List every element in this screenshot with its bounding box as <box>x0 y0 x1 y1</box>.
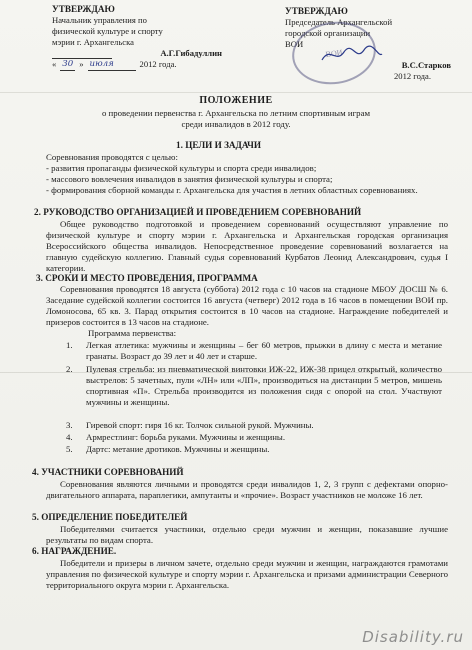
program-item-number: 2. <box>66 364 73 374</box>
section-heading-management: 2. РУКОВОДСТВО ОРГАНИЗАЦИЕЙ И ПРОВЕДЕНИЕМ СОРЕВНОВАНИЙ <box>34 207 362 217</box>
approval-line: мэрии г. Архангельска <box>52 37 134 47</box>
signature-line <box>52 48 222 59</box>
program-item-number: 1. <box>66 340 73 350</box>
section-heading-participants: 4. УЧАСТНИКИ СОРЕВНОВАНИЙ <box>32 467 184 477</box>
approval-line: физической культуре и спорту <box>52 26 163 36</box>
section-management-body: Общее руководство подготовкой и проведением соревнований осуществляют управление по физической культуре и спорту мэрии г. Архангельска и Архангельская городская организация Всероссийского общества инвалидов. Непосредственное проведение соревнований возлагается на главную судейскую коллегию. Главный судья соревнований Курбатов Леонид Александрович, судья I категории. <box>46 219 448 273</box>
approval-block-left <box>52 4 222 71</box>
approval-date: « 30 » июля 2012 года. <box>52 59 177 69</box>
section-awards-body: Победители и призеры в личном зачете, отдельно среди мужчин и женщин, награждаются грамотами управления по физической культуре и спорту мэрии г. Архангельска и призами администрации Северного территориального округа мэрии г. Архангельска. <box>46 558 448 590</box>
stamp-text: ВОИ <box>325 47 343 59</box>
date-month: июля <box>88 59 136 71</box>
section-heading-schedule: 3. СРОКИ И МЕСТО ПРОВЕДЕНИЯ, ПРОГРАММА <box>36 273 258 283</box>
site-watermark: Disability.ru <box>362 628 464 646</box>
signer-name: В.С.Старков <box>401 60 451 70</box>
program-item-number: 4. <box>66 432 73 442</box>
program-item: Гиревой спорт: гиря 16 кг. Толчок сильной рукой. Мужчины. <box>86 420 314 430</box>
section-winners-body: Победителями считается участники, отдельно среди мужчин и женщин, показавшие лучшие результаты по видам спорта. <box>46 524 448 545</box>
paper-fold <box>0 92 472 93</box>
date-year: 2012 года. <box>393 71 431 81</box>
section-heading-goals: 1. ЦЕЛИ И ЗАДАЧИ <box>176 140 262 150</box>
goal-item: - массового вовлечения инвалидов в занятия физической культуры и спорта; <box>46 174 333 184</box>
program-item: Армрестлинг: борьба руками. Мужчины и женщины. <box>86 432 286 442</box>
goal-item: - развития пропаганды физической культуры и спорта среди инвалидов; <box>46 163 317 173</box>
document-title: ПОЛОЖЕНИЕ <box>199 95 273 106</box>
program-label: Программа первенства: <box>88 328 177 338</box>
handwritten-signature <box>320 44 384 66</box>
approval-line: ВОИ <box>285 39 304 49</box>
goal-item: - формирования сборной команды г. Архангельска для участия в летних областных соревнованиях. <box>46 185 418 195</box>
program-item: Дартс: метание дротиков. Мужчины и женщины. <box>86 444 270 454</box>
program-item: Легкая атлетика: мужчины и женщины – бег 60 метров, прыжки в длину с места и метание гранаты. Возраст до 39 лет и 40 лет и старше. <box>86 340 442 361</box>
subtitle-line: среди инвалидов в 2012 году. <box>181 119 291 129</box>
approval-line: городской организации <box>285 28 371 38</box>
subtitle-line: о проведении первенства г. Архангельска по летним спортивным играм <box>101 108 371 118</box>
program-item-number: 5. <box>66 444 73 454</box>
date-day: 30 <box>62 59 74 69</box>
approval-heading: УТВЕРЖДАЮ <box>52 4 115 14</box>
signer-name: А.Г.Гибадуллин <box>160 48 222 58</box>
program-item: Пулевая стрельба: из пневматической винтовки ИЖ-22, ИЖ-38 прицел открытый, количество выстрелов: 5 зачетных, пули «ЛН» или «ЛП», производиться на дистанции 5 метров, мишень спортивная «П». Стрельба производится из положения сидя с опорой на стол. Участвуют мужчины и женщины. <box>86 364 442 407</box>
section-goals-intro: Соревнования проводятся с целью: <box>46 152 178 162</box>
document-subtitle <box>0 108 472 130</box>
program-item-number: 3. <box>66 420 73 430</box>
approval-line: Начальник управления по <box>52 15 147 25</box>
date-year: 2012 года. <box>139 59 177 69</box>
section-participants-body: Соревнования являются личными и проводятся среди инвалидов 1, 2, 3 групп с дефектами опорно-двигательного аппарата, параплегики, ампутанты и «прочие». Возраст участников не моложе 16 лет. <box>46 479 448 500</box>
section-heading-awards: 6. НАГРАЖДЕНИЕ. <box>32 546 117 556</box>
section-heading-winners: 5. ОПРЕДЕЛЕНИЕ ПОБЕДИТЕЛЕЙ <box>32 512 188 522</box>
approval-heading: УТВЕРЖДАЮ <box>285 6 348 16</box>
section-schedule-body: Соревнования проводятся 18 августа (суббота) 2012 года с 10 часов на стадионе МБОУ ДОСШ № 6. Заседание судейской коллегии состоится 16 августа (четверг) 2012 года в 16 часов в помещении ВОИ пр. Ломоносова, 65 кв. 3. Парад открытия состоится в 10 часов на стадионе. Награждение победителей и призеров состоится в 13 часов на стадионе. <box>46 284 448 327</box>
signature-blank <box>52 48 112 59</box>
approval-line: Председатель Архангельской <box>285 17 393 27</box>
